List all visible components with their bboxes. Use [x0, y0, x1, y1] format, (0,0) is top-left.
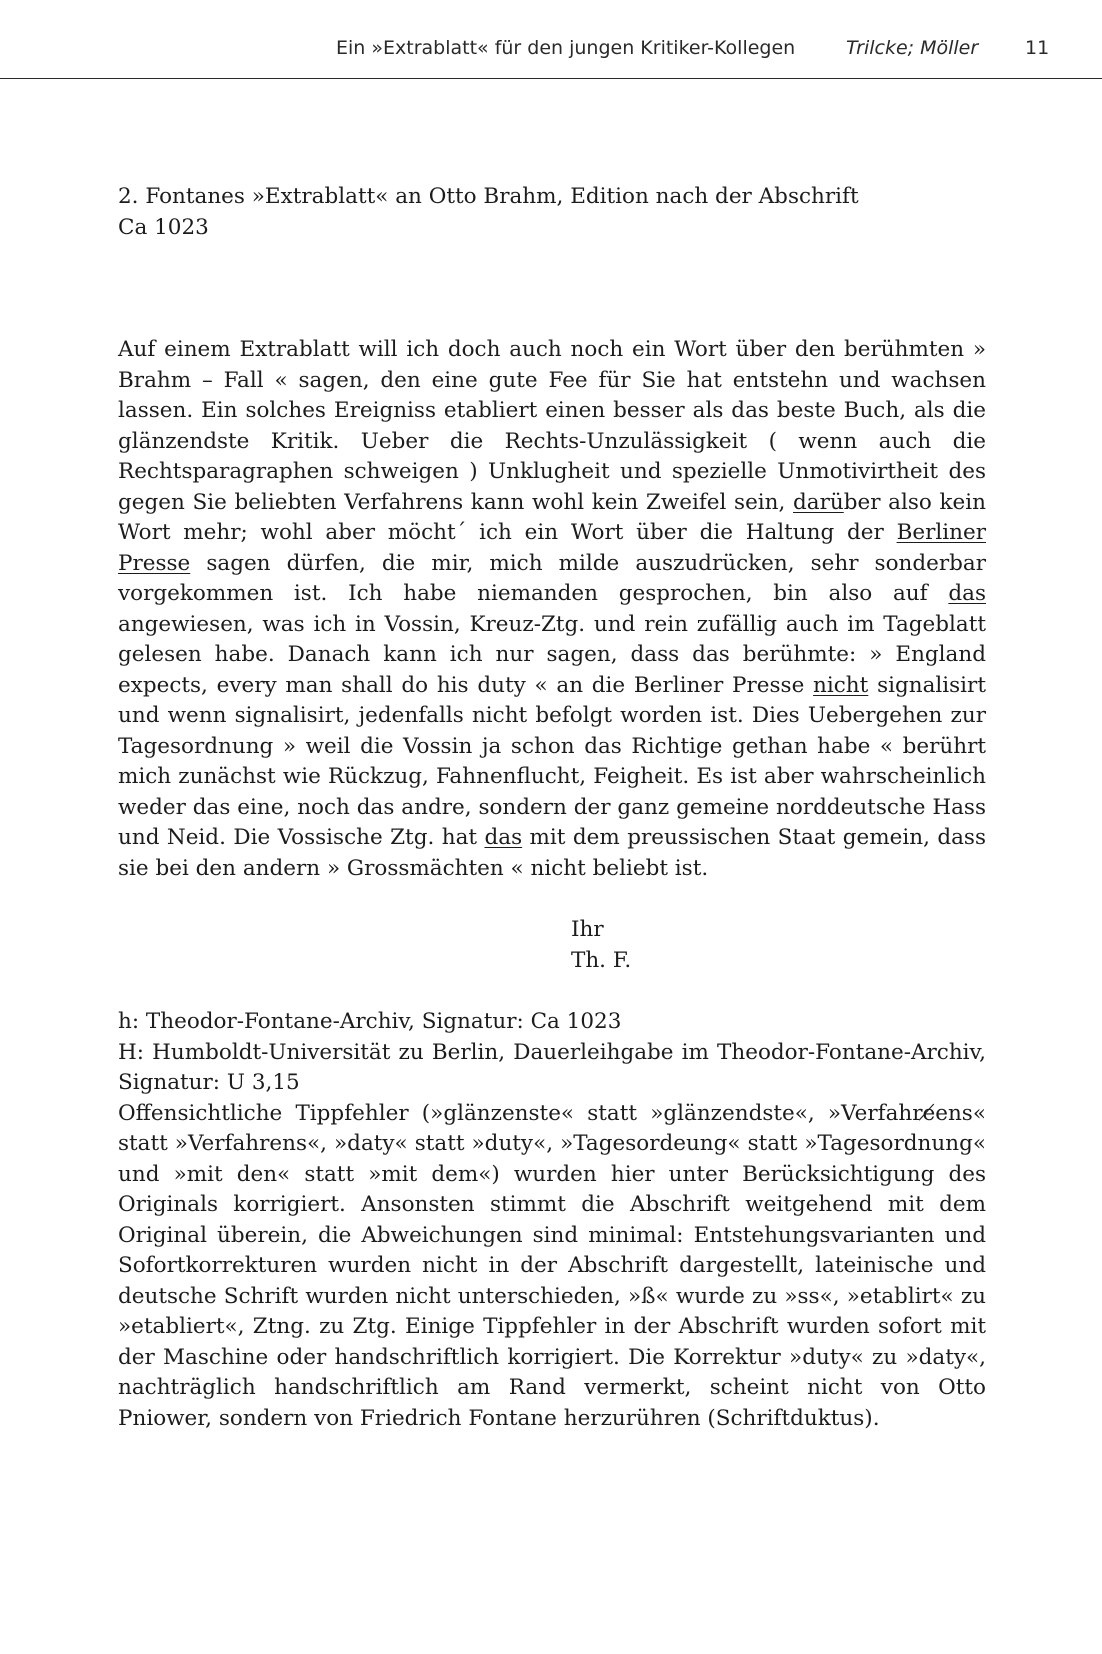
running-head-title: Ein »Extrablatt« für den jungen Kritiker-Kollegen [336, 37, 796, 59]
underlined-word: das [484, 825, 523, 850]
running-head [0, 0, 1102, 79]
section-heading-line-2: Ca 1023 [118, 214, 209, 240]
letter-signature: Th. F. [571, 948, 632, 973]
section-heading-line-1: 2. Fontanes »Extrablatt« an Otto Brahm, Edition nach der Abschrift [118, 184, 859, 209]
underlined-word: das [948, 581, 986, 606]
underlined-word: darü [793, 489, 844, 515]
letter-segment: ber also kein Wort mehr; wohl aber möcht´ ich ein Wort über die Haltung der [118, 489, 986, 545]
letter-closing: Ihr [571, 917, 604, 942]
running-head-authors: Trilcke; Möller [846, 37, 979, 59]
section-heading [118, 182, 986, 243]
letter-segment: signalisirt und wenn signalisirt, jedenfalls nicht befolgt worden ist. Dies Uebergehen zur Tagesordnung » weil die Vossin ja schon das Richtige gethan habe « berührt mich zunächst wie Rückzug, Fahnenflucht, Feigheit. Es ist aber wahrscheinlich weder das eine, noch das andre, sondern der ganz gemeine norddeutsche Hass und Neid. Die Vossische Ztg. hat [118, 672, 986, 850]
letter-segment: sagen dürfen, die mir, mich milde auszudrücken, sehr sonderbar vorgekommen ist. Ich habe niemanden gesprochen, bin also auf [118, 550, 987, 606]
editorial-notes [118, 1007, 986, 1434]
underlined-phrase: Berliner Presse [118, 520, 986, 576]
underlined-word: nicht [813, 672, 869, 698]
letter-text [118, 335, 986, 884]
source-h: h: Theodor-Fontane-Archiv, Signatur: Ca 1023 [118, 1009, 622, 1034]
letter-segment: Auf einem Extrablatt will ich doch auch noch ein Wort über den berühmten » Brahm – Fall « sagen, den eine gute Fee für Sie hat entstehn und wachsen lassen. Ein solches Ereigniss etabliert einen besser als das beste Buch, als die glänzendste Kritik. Ueber die Rechts-Unzulässigkeit ( wenn auch die Rechtsparagraphen schweigen ) Unklugheit und spezielle Unmotivirtheit des gegen Sie beliebten Verfahrens kann wohl kein Zweifel sein, [118, 337, 986, 515]
source-H: H: Humboldt-Universität zu Berlin, Dauerleihgabe im Theodor-Fontane-Archiv, Signatur: U 3,15 [118, 1039, 986, 1095]
page-number: 11 [1025, 37, 1050, 59]
letter-segment: angewiesen, was ich in Vossin, Kreuz-Ztg. und rein zufällig auch im Tageblatt gelesen habe. Danach kann ich nur sagen, dass das berühmte: » England expects, every man shall do his duty « an die Berliner Presse [118, 611, 986, 698]
commentary: Offensichtliche Tippfehler (»glänzenste« statt »glänzendste«, »Verfahre̸ens« statt »Verfahrens«, »daty« statt »duty«, »Tagesordeung« statt »Tagesordnung« und »mit den« statt »mit dem«) wurden hier unter Berücksichtigung des Originals korrigiert. Ansonsten stimmt die Abschrift weitgehend mit dem Original überein, die Abweichungen sind minimal: Entstehungsvarianten und Sofortkorrekturen wurden nicht in der Abschrift dargestellt, lateinische und deutsche Schrift wurden nicht unterschieden, »ß« wurde zu »ss«, »etablirt« zu »etabliert«, Ztng. zu Ztg. Einige Tippfehler in der Abschrift wurden sofort mit der Maschine oder handschriftlich korrigiert. Die Korrektur »duty« zu »daty«, nachträglich handschriftlich am Rand vermerkt, scheint nicht von Otto Pniower, sondern von Friedrich Fontane herzurühren (Schriftduktus). [118, 1100, 986, 1431]
letter-segment: mit dem preussischen Staat gemein, dass sie bei den andern » Grossmächten « nicht beliebt ist. [118, 825, 986, 881]
